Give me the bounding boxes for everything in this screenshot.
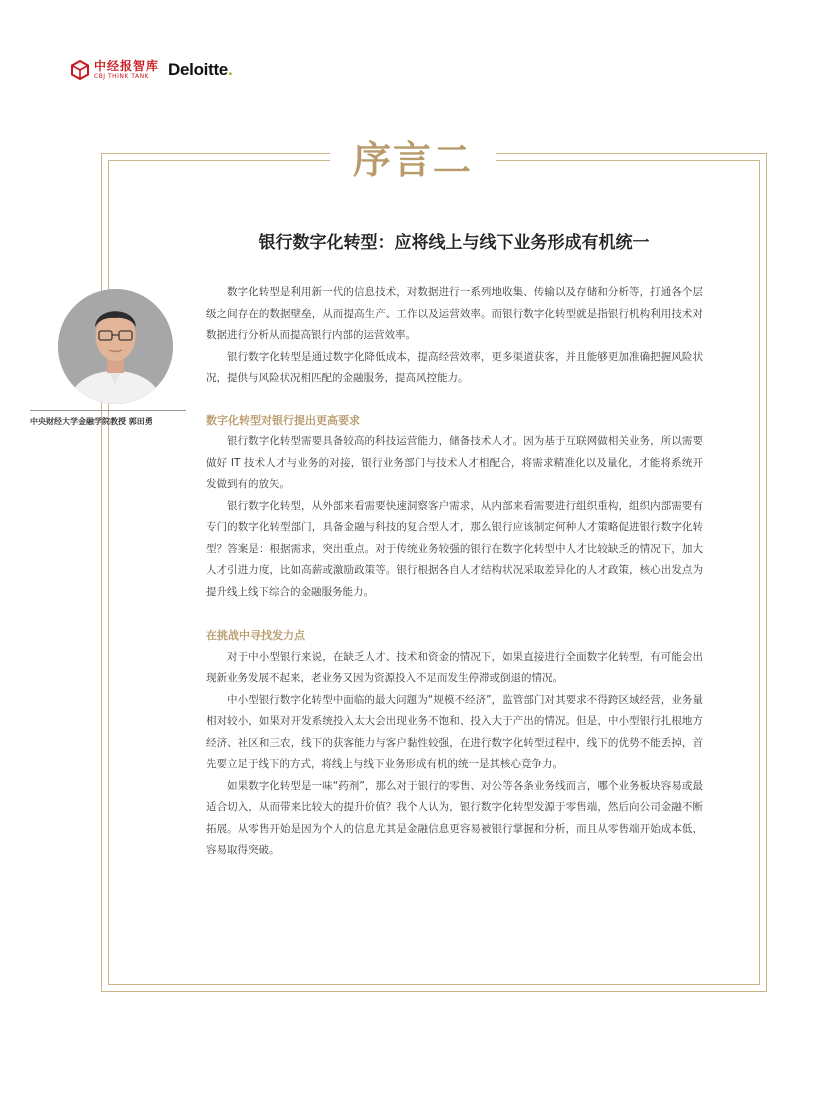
section-heading: 在挑战中寻找发力点 <box>206 629 305 642</box>
cbj-think-tank-logo <box>70 60 159 80</box>
article-body <box>206 282 703 862</box>
spacer <box>206 390 703 410</box>
intro-paragraph: 数字化转型是利用新一代的信息技术，对数据进行一系列地收集、传输以及存储和分析等，打通各个层级之间存在的数据壁垒，从而提高生产、工作以及运营效率。而银行数字化转型就是指银行机构利用技术对数据进行分析从而提高银行内部的运营效率。 <box>206 286 703 341</box>
section-title: 序言二 <box>352 138 473 182</box>
body-paragraph: 如果数字化转型是一味“药剂”，那么对于银行的零售、对公等各条业务线而言，哪个业务板块容易或最适合切入，从而带来比较大的提升价值？我个人认为，银行数字化转型发源于零售端，然后向公司金融不断拓展。从零售开始是因为个人的信息尤其是金融信息更容易被银行掌握和分析，而且从零售端开始成本低，容易取得突破。 <box>206 779 703 856</box>
article-title: 银行数字化转型：应将线上与线下业务形成有机统一 <box>258 233 650 253</box>
body-paragraph: 银行数字化转型，从外部来看需要快速洞察客户需求，从内部来看需要进行组织重构，组织内部需要有专门的数字化转型部门，具备金融与科技的复合型人才，那么银行应该制定何种人才策略促进银行数字化转型？答案是：根据需求，突出重点。对于传统业务较强的银行在数字化转型中人才比较缺乏的情况下，加大人才引进力度，比如高薪或激励政策等。银行根据各自人才结构状况采取差异化的人才政策，核心出发点为提升线上线下综合的金融服务能力。 <box>206 499 703 598</box>
deloitte-wordmark: Deloitte <box>168 60 228 79</box>
intro-paragraph: 银行数字化转型是通过数字化降低成本，提高经营效率，更多渠道获客，并且能够更加准确把握风险状况，提供与风险状况相匹配的金融服务，提高风控能力。 <box>206 350 703 384</box>
body-paragraph: 中小型银行数字化转型中面临的最大问题为“规模不经济”，监管部门对其要求不得跨区域经营，业务量相对较小，如果对开发系统投入太大会出现业务不饱和、投入大于产出的情况。但是，中小型银行扎根地方经济、社区和三农，线下的获客能力与客户黏性较强，在进行数字化转型过程中，线下的优势不能丢掉，首先要立足于线下的方式，将线上与线下业务形成有机的统一是其核心竞争力。 <box>206 693 703 770</box>
section-heading: 数字化转型对银行提出更高要求 <box>206 413 360 427</box>
body-paragraph: 银行数字化转型需要具备较高的科技运营能力，储备技术人才。因为基于互联网做相关业务，所以需要做好 IT 技术人才与业务的对接，银行业务部门与技术人才相配合，将需求精准化以及量化，才能将系统开发做到有的放矢。 <box>206 435 703 490</box>
cbj-cube-icon <box>70 60 90 80</box>
cbj-name: 中经报智库 <box>94 59 160 73</box>
body-paragraph: 对于中小型银行来说，在缺乏人才、技术和资金的情况下，如果直接进行全面数字化转型，有可能会出现新业务发展不起来，老业务又因为资源投入不足而发生停滞或倒退的情况。 <box>206 650 703 684</box>
spacer <box>206 603 703 625</box>
deloitte-logo <box>168 60 232 80</box>
author-photo <box>58 289 173 404</box>
page-header <box>70 56 232 84</box>
author-portrait <box>58 289 173 404</box>
cbj-english-name: CBJ THINK TANK <box>94 73 149 80</box>
deloitte-green-dot: . <box>227 60 233 79</box>
author-divider <box>30 410 186 411</box>
author-caption: 中央财经大学金融学院教授 郭田勇 <box>30 417 153 426</box>
